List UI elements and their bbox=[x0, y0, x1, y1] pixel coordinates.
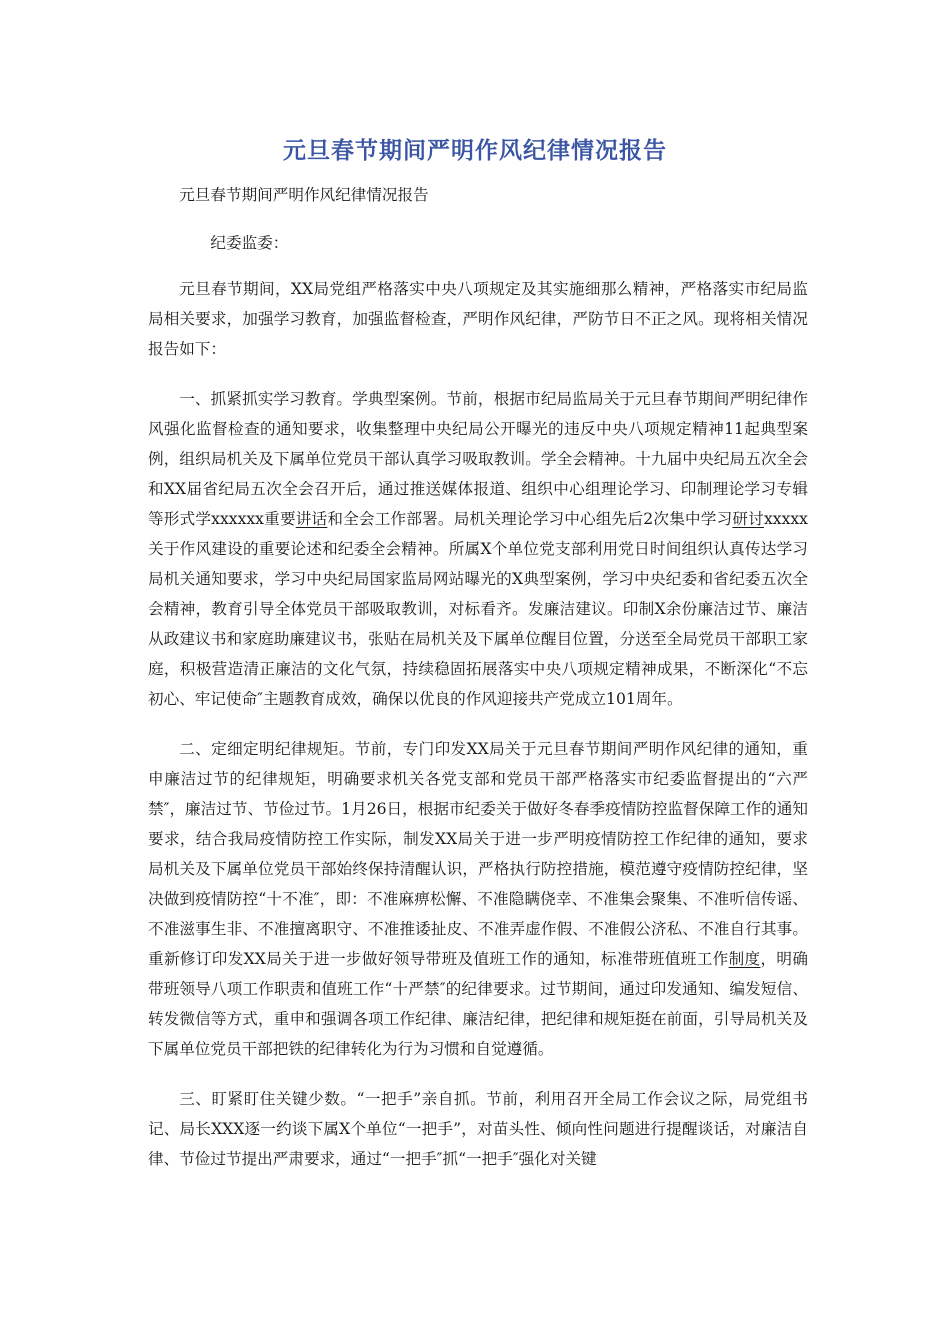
addressee-line: 纪委监委： bbox=[210, 234, 289, 252]
hyperlink-jianghua[interactable]: 讲话 bbox=[295, 510, 328, 528]
section-3-paragraph bbox=[148, 1084, 808, 1174]
intro-paragraph: 元旦春节期间，XX局党组严格落实中央八项规定及其实施细那么精神，严格落实市纪局监局相关要求，加强学习教育，加强监督检查，严明作风纪律，严防节日不正之风。现将相关情况报告如下： bbox=[148, 280, 808, 358]
section-2-text-a: 二、定细定明纪律规矩。节前，专门印发XX局关于元旦春节期间严明作风纪律的通知，重申廉洁过节的纪律规矩，明确要求机关各党支部和党员干部严格落实市纪委监督提出的“六严禁″，廉洁过节、节俭过节。1月26日，根据市纪委关于做好冬春季疫情防控监督保障工作的通知要求，结合我局疫情防控工作实际，制发XX局关于进一步严明疫情防控工作纪律的通知，要求局机关及下属单位党员干部始终保持清醒认识，严格执行防控措施，模范遵守疫情防控纪律，坚决做到疫情防控“十不准″，即：不准麻痹松懈、不准隐瞒侥幸、不准集会聚集、不准听信传谣、不准滋事生非、不准擅离职守、不准推诿扯皮、不准弄虚作假、不准假公济私、不准自行其事。重新修订印发XX局关于进一步做好领导带班及值班工作的通知，标准带班值班工作 bbox=[148, 740, 808, 968]
section-2-paragraph bbox=[148, 734, 808, 1064]
section-1-text-a: 一、抓紧抓实学习教育。学典型案例。节前，根据市纪局监局关于元旦春节期间严明纪律作风强化监督检查的通知要求，收集整理中央纪局公开曝光的违反中央八项规定精神11起典型案例，组织局机关及下属单位党员干部认真学习吸取教训。学全会精神。十九届中央纪局五次全会和XX届省纪局五次全会召开后，通过推送媒体报道、组织中心组理论学习、印制理论学习专辑等形式学xxxxxx重要 bbox=[148, 390, 808, 528]
section-1-paragraph bbox=[148, 384, 808, 714]
section-2-text-b: ，明确带班领导八项工作职责和值班工作“十严禁″的纪律要求。过节期间，通过印发通知、编发短信、转发微信等方式，重申和强调各项工作纪律、廉洁纪律，把纪律和规矩挺在前面，引导局机关及下属单位党员干部把铁的纪律转化为行为习惯和自觉遵循。 bbox=[148, 950, 808, 1058]
hyperlink-zhidu[interactable]: 制度 bbox=[728, 950, 761, 968]
document-title: 元旦春节期间严明作风纪律情况报告 bbox=[283, 138, 667, 164]
section-1-text-b: 和全会工作部署。局机关理论学习中心组先后2次集中学习 bbox=[327, 510, 733, 528]
document-subtitle: 元旦春节期间严明作风纪律情况报告 bbox=[179, 186, 429, 204]
hyperlink-yantao[interactable]: 研讨 bbox=[732, 510, 764, 528]
document-body bbox=[148, 180, 808, 1194]
section-1-text-c: xxxxx关于作风建设的重要论述和纪委全会精神。所属X个单位党支部利用党日时间组织认真传达学习局机关通知要求，学习中央纪局国家监局网站曝光的X典型案例，学习中央纪委和省纪委五次全会精神，教育引导全体党员干部吸取教训，对标看齐。发廉洁建议。印制X余份廉洁过节、廉洁从政建议书和家庭助廉建议书，张贴在局机关及下属单位醒目位置，分送至全局党员干部职工家庭，积极营造清正廉洁的文化气氛，持续稳固拓展落实中央八项规定精神成果，不断深化“不忘初心、牢记使命″主题教育成效，确保以优良的作风迎接共产党成立101周年。 bbox=[148, 510, 808, 708]
section-3-text-a: 三、盯紧盯住关键少数。“一把手”亲自抓。节前，利用召开全局工作会议之际，局党组书记、局长XXX逐一约谈下属X个单位“一把手”，对苗头性、倾向性问题进行提醒谈话，对廉洁自律、节俭过节提出严肃要求，通过“一把手″抓“一把手″强化对关键 bbox=[148, 1090, 808, 1168]
